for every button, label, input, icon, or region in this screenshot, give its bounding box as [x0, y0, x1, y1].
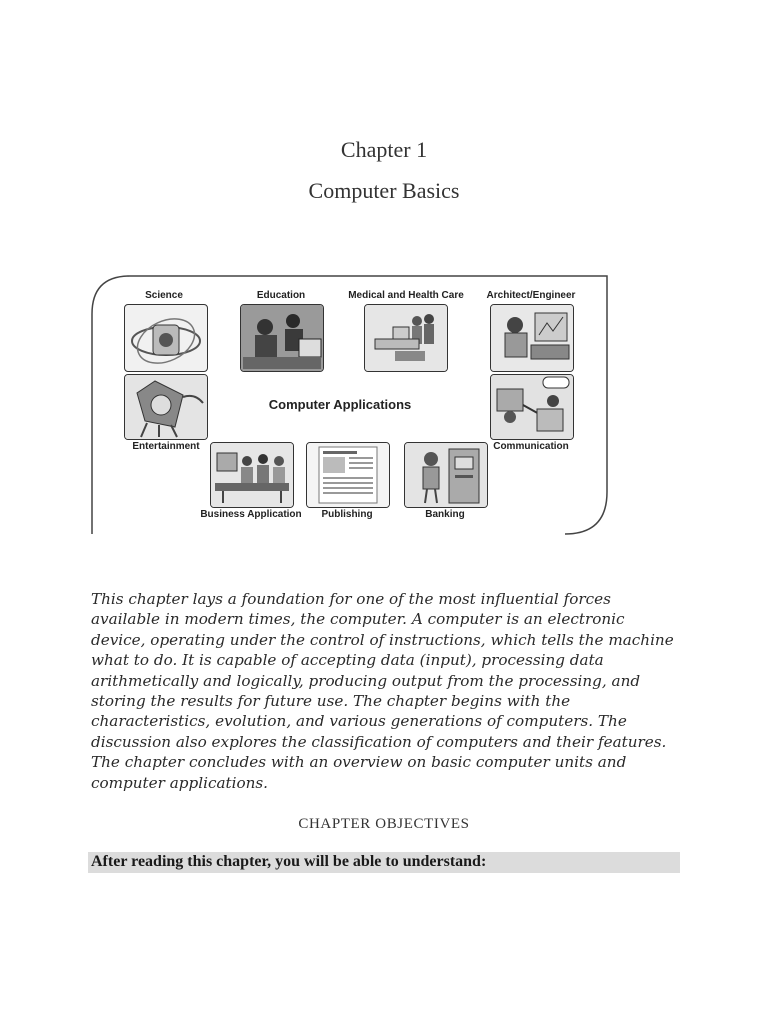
label-science: Science — [145, 290, 183, 301]
education-illustration — [240, 304, 324, 372]
intro-line: computer applications. — [91, 773, 269, 792]
computer-applications-figure — [90, 272, 610, 537]
banking-illustration — [404, 442, 488, 508]
intro-paragraph — [91, 589, 691, 793]
figure-center-label: Computer Applications — [268, 397, 412, 412]
intro-line: arithmetically and logically, producing output from the processing, and — [91, 671, 641, 690]
label-publishing: Publishing — [321, 509, 373, 520]
intro-line: device, operating under the control of instructions, which tells the machine — [91, 630, 674, 649]
intro-line: discussion also explores the classification of computers and their features. — [91, 732, 667, 751]
label-education: Education — [256, 290, 306, 301]
intro-line: storing the results for future use. The chapter begins with the — [91, 692, 571, 711]
label-entertainment: Entertainment — [132, 441, 200, 452]
architect-illustration — [490, 304, 574, 372]
intro-line: This chapter lays a foundation for one of the most influential forces — [91, 590, 611, 608]
label-banking: Banking — [425, 509, 465, 520]
objectives-lead-in-bar — [88, 852, 680, 873]
communication-illustration — [490, 374, 574, 440]
entertainment-illustration — [124, 374, 208, 440]
intro-line: what to do. It is capable of accepting data (input), processing data — [91, 651, 604, 670]
business-illustration — [210, 442, 294, 508]
chapter-number: Chapter 1 — [340, 137, 428, 162]
science-illustration — [124, 304, 208, 372]
intro-line: available in modern times, the computer. A computer is an electronic — [91, 610, 625, 629]
medical-illustration — [364, 304, 448, 372]
label-medical: Medical and Health Care — [348, 290, 464, 301]
chapter-title: Computer Basics — [308, 178, 460, 203]
intro-line: characteristics, evolution, and various generations of computers. The — [91, 712, 627, 731]
label-communication: Communication — [493, 441, 569, 452]
label-business: Business Application — [200, 509, 302, 520]
publishing-illustration — [306, 442, 390, 508]
objectives-lead-in: After reading this chapter, you will be able to understand: — [91, 853, 487, 870]
label-architect: Architect/Engineer — [486, 290, 576, 301]
intro-line: The chapter concludes with an overview on basic computer units and — [91, 753, 627, 772]
objectives-heading: CHAPTER OBJECTIVES — [298, 816, 470, 832]
